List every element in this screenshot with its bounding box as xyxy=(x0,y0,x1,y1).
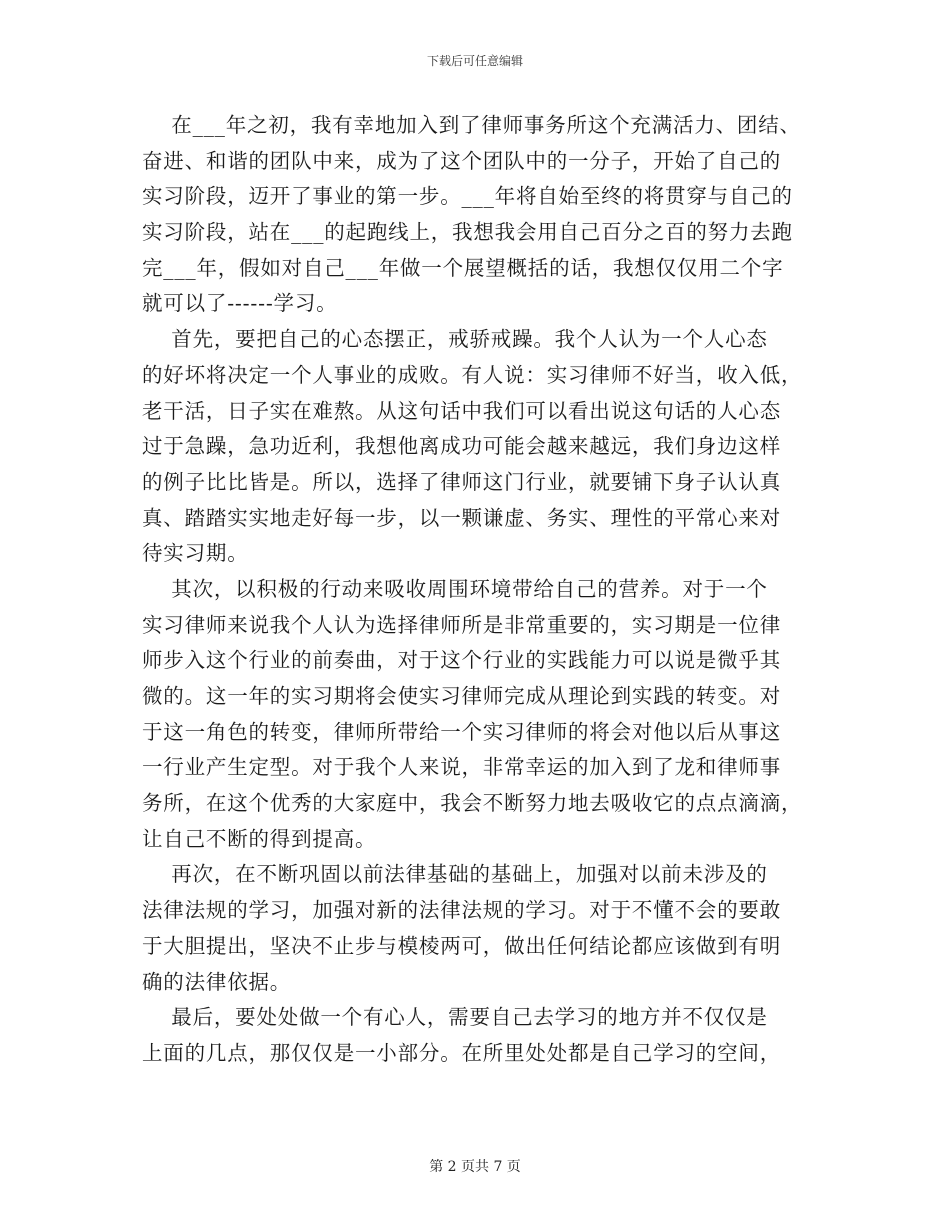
text-line: 最后，要处处做一个有心人，需要自己去学习的地方并不仅仅是 xyxy=(142,1005,768,1030)
text-line: 真、踏踏实实地走好每一步，以一颗谦虚、务实、理性的平常心来对 xyxy=(142,505,781,530)
text-line: 就可以了------学习。 xyxy=(142,291,338,316)
text-line: 过于急躁，急功近利，我想他离成功可能会越来越远，我们身边这样 xyxy=(142,434,781,459)
text-line: 完___年，假如对自己___年做一个展望概括的话，我想仅仅用二个字 xyxy=(142,255,784,280)
text-line: 首先，要把自己的心态摆正，戒骄戒躁。我个人认为一个人心态 xyxy=(142,327,768,352)
text-line: 确的法律依据。 xyxy=(142,969,292,994)
text-line: 于这一角色的转变，律师所带给一个实习律师的将会对他以后从事这 xyxy=(142,719,781,744)
text-line: 实习阶段，站在___的起跑线上，我想我会用自己百分之百的努力去跑 xyxy=(142,220,793,245)
text-line: 奋进、和谐的团队中来，成为了这个团队中的一分子，开始了自己的 xyxy=(142,148,781,173)
text-line: 让自己不断的得到提高。 xyxy=(142,826,377,851)
page-header: 下载后可任意编辑 xyxy=(426,54,523,68)
text-line: 的好坏将决定一个人事业的成败。有人说：实习律师不好当，收入低， xyxy=(142,362,803,387)
text-line: 的例子比比皆是。所以，选择了律师这门行业，就要铺下身子认认真 xyxy=(142,469,781,494)
text-line: 老干活，日子实在难熬。从这句话中我们可以看出说这句话的人心态 xyxy=(142,398,781,423)
document-body xyxy=(142,108,806,1072)
text-line: 于大胆提出，坚决不止步与模棱两可，做出任何结论都应该做到有明 xyxy=(142,933,781,958)
text-line: 师步入这个行业的前奏曲，对于这个行业的实践能力可以说是微乎其 xyxy=(142,648,781,673)
page-footer: 第 2 页共 7 页 xyxy=(429,1159,521,1175)
text-line: 实习律师来说我个人认为选择律师所是非常重要的，实习期是一位律 xyxy=(142,612,781,637)
text-line: 上面的几点，那仅仅是一小部分。在所里处处都是自己学习的空间， xyxy=(142,1040,781,1065)
text-line: 务所，在这个优秀的大家庭中，我会不断努力地去吸收它的点点滴滴， xyxy=(142,791,803,816)
text-line: 法律法规的学习，加强对新的法律法规的学习。对于不懂不会的要敢 xyxy=(142,898,781,923)
text-line: 一行业产生定型。对于我个人来说，非常幸运的加入到了龙和律师事 xyxy=(142,755,781,780)
text-line: 待实习期。 xyxy=(142,541,249,566)
text-line: 再次，在不断巩固以前法律基础的基础上，加强对以前未涉及的 xyxy=(142,862,768,887)
text-line: 微的。这一年的实习期将会使实习律师完成从理论到实践的转变。对 xyxy=(142,684,781,708)
text-line: 在___年之初，我有幸地加入到了律师事务所这个充满活力、团结、 xyxy=(142,113,801,137)
text-line: 实习阶段，迈开了事业的第一步。___年将自始至终的将贯穿与自己的 xyxy=(142,184,793,209)
text-line: 其次，以积极的行动来吸收周围环境带给自己的营养。对于一个 xyxy=(142,576,768,601)
